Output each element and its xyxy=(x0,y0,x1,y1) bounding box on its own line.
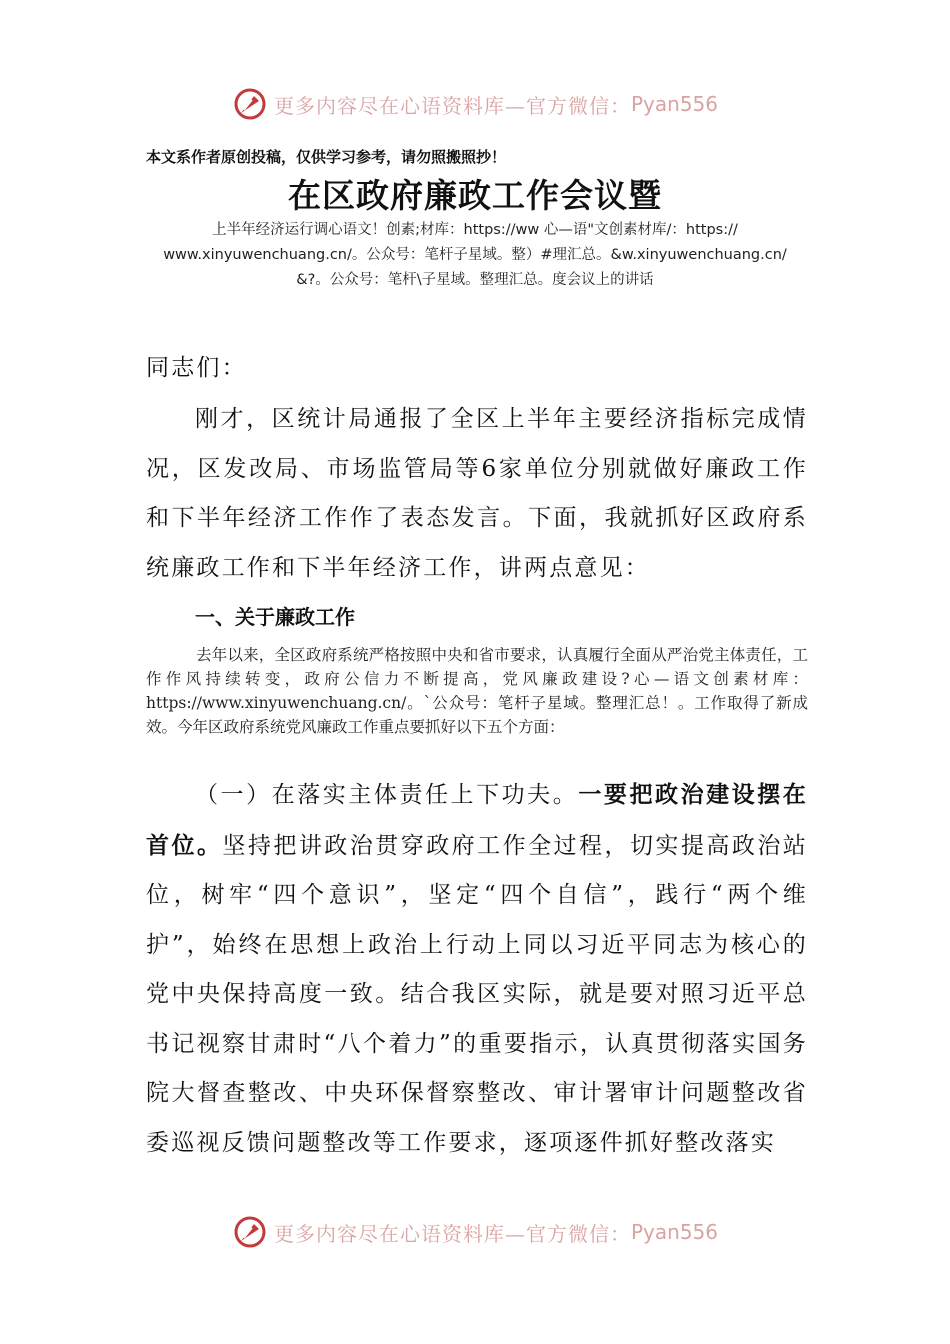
subtitle-line: 上半年经济运行调心语文！创素;材库：https://ww 心—语"文创素材库/：https:// xyxy=(212,222,738,238)
copyright-notice: 本文系作者原创投稿，仅供学习参考，请勿照搬照抄！ xyxy=(146,148,507,166)
section-heading: 一、关于廉政工作 xyxy=(195,605,355,629)
greeting: 同志们： xyxy=(146,355,247,381)
document-title: 在区政府廉政工作会议暨 xyxy=(288,176,662,215)
subtitle-block xyxy=(140,218,810,293)
paragraph-intro: 刚才，区统计局通报了全区上半年主要经济指标完成情况，区发改局、市场监管局等6家单位分别就做好廉政工作和下半年经济工作作了表态发言。下面，我就抓好区政府系统廉政工作和下半年经济工作，讲两点意见： xyxy=(146,406,808,581)
paragraph-section-one xyxy=(146,770,808,1168)
subtitle-line: &?。公众号：笔杆\子星域。整理汇总。度会议上的讲话 xyxy=(296,272,654,288)
paragraph-body: 坚持把讲政治贯穿政府工作全过程，切实提高政治站位，树牢“四个意识”，坚定“四个自信”，践行“两个维护”，始终在思想上政治上行动上同以习近平同志为核心的党中央保持高度一致。结合我区实际，就是要对照习近平总书记视察甘肃时“八个着力”的重要指示，认真贯彻落实国务院大督查整改、中央环保督察整改、审计署审计问题整改省委巡视反馈问题整改等工作要求，逐项逐件抓好整改落实 xyxy=(146,832,808,1156)
pen-nib-logo-icon xyxy=(232,1214,268,1250)
banner-text: 更多内容尽在心语资料库—官方微信： xyxy=(273,1221,631,1246)
banner-wechat-id: Pyan556 xyxy=(630,1220,718,1244)
banner-wechat-id: Pyan556 xyxy=(630,92,718,116)
subtitle-line: www.xinyuwenchuang.cn/。公众号：笔杆子星域。整）#理汇总。&w.xinyuwenchuang.cn/ xyxy=(163,247,787,263)
banner-text: 更多内容尽在心语资料库—官方微信： xyxy=(273,93,631,118)
paragraph-summary: 去年以来，全区政府系统严格按照中央和省市要求，认真履行全面从严治党主体责任，工作作风持续转变，政府公信力不断提高，党风廉政建设?心—语文创素材库：https://www.xinyuwenchuang.cn/。`公众号：笔杆子星域。整理汇总！。工作取得了新成效。今年区政府系统党风廉政工作重点要抓好以下五个方面： xyxy=(146,646,808,736)
bottom-banner xyxy=(0,1210,950,1254)
bold-point: 一要把政治建设摆在首位。 xyxy=(146,781,808,859)
top-banner xyxy=(0,82,950,126)
subsection-lead: （一）在落实主体责任上下功夫。 xyxy=(195,782,579,808)
pen-nib-logo-icon xyxy=(232,86,268,122)
